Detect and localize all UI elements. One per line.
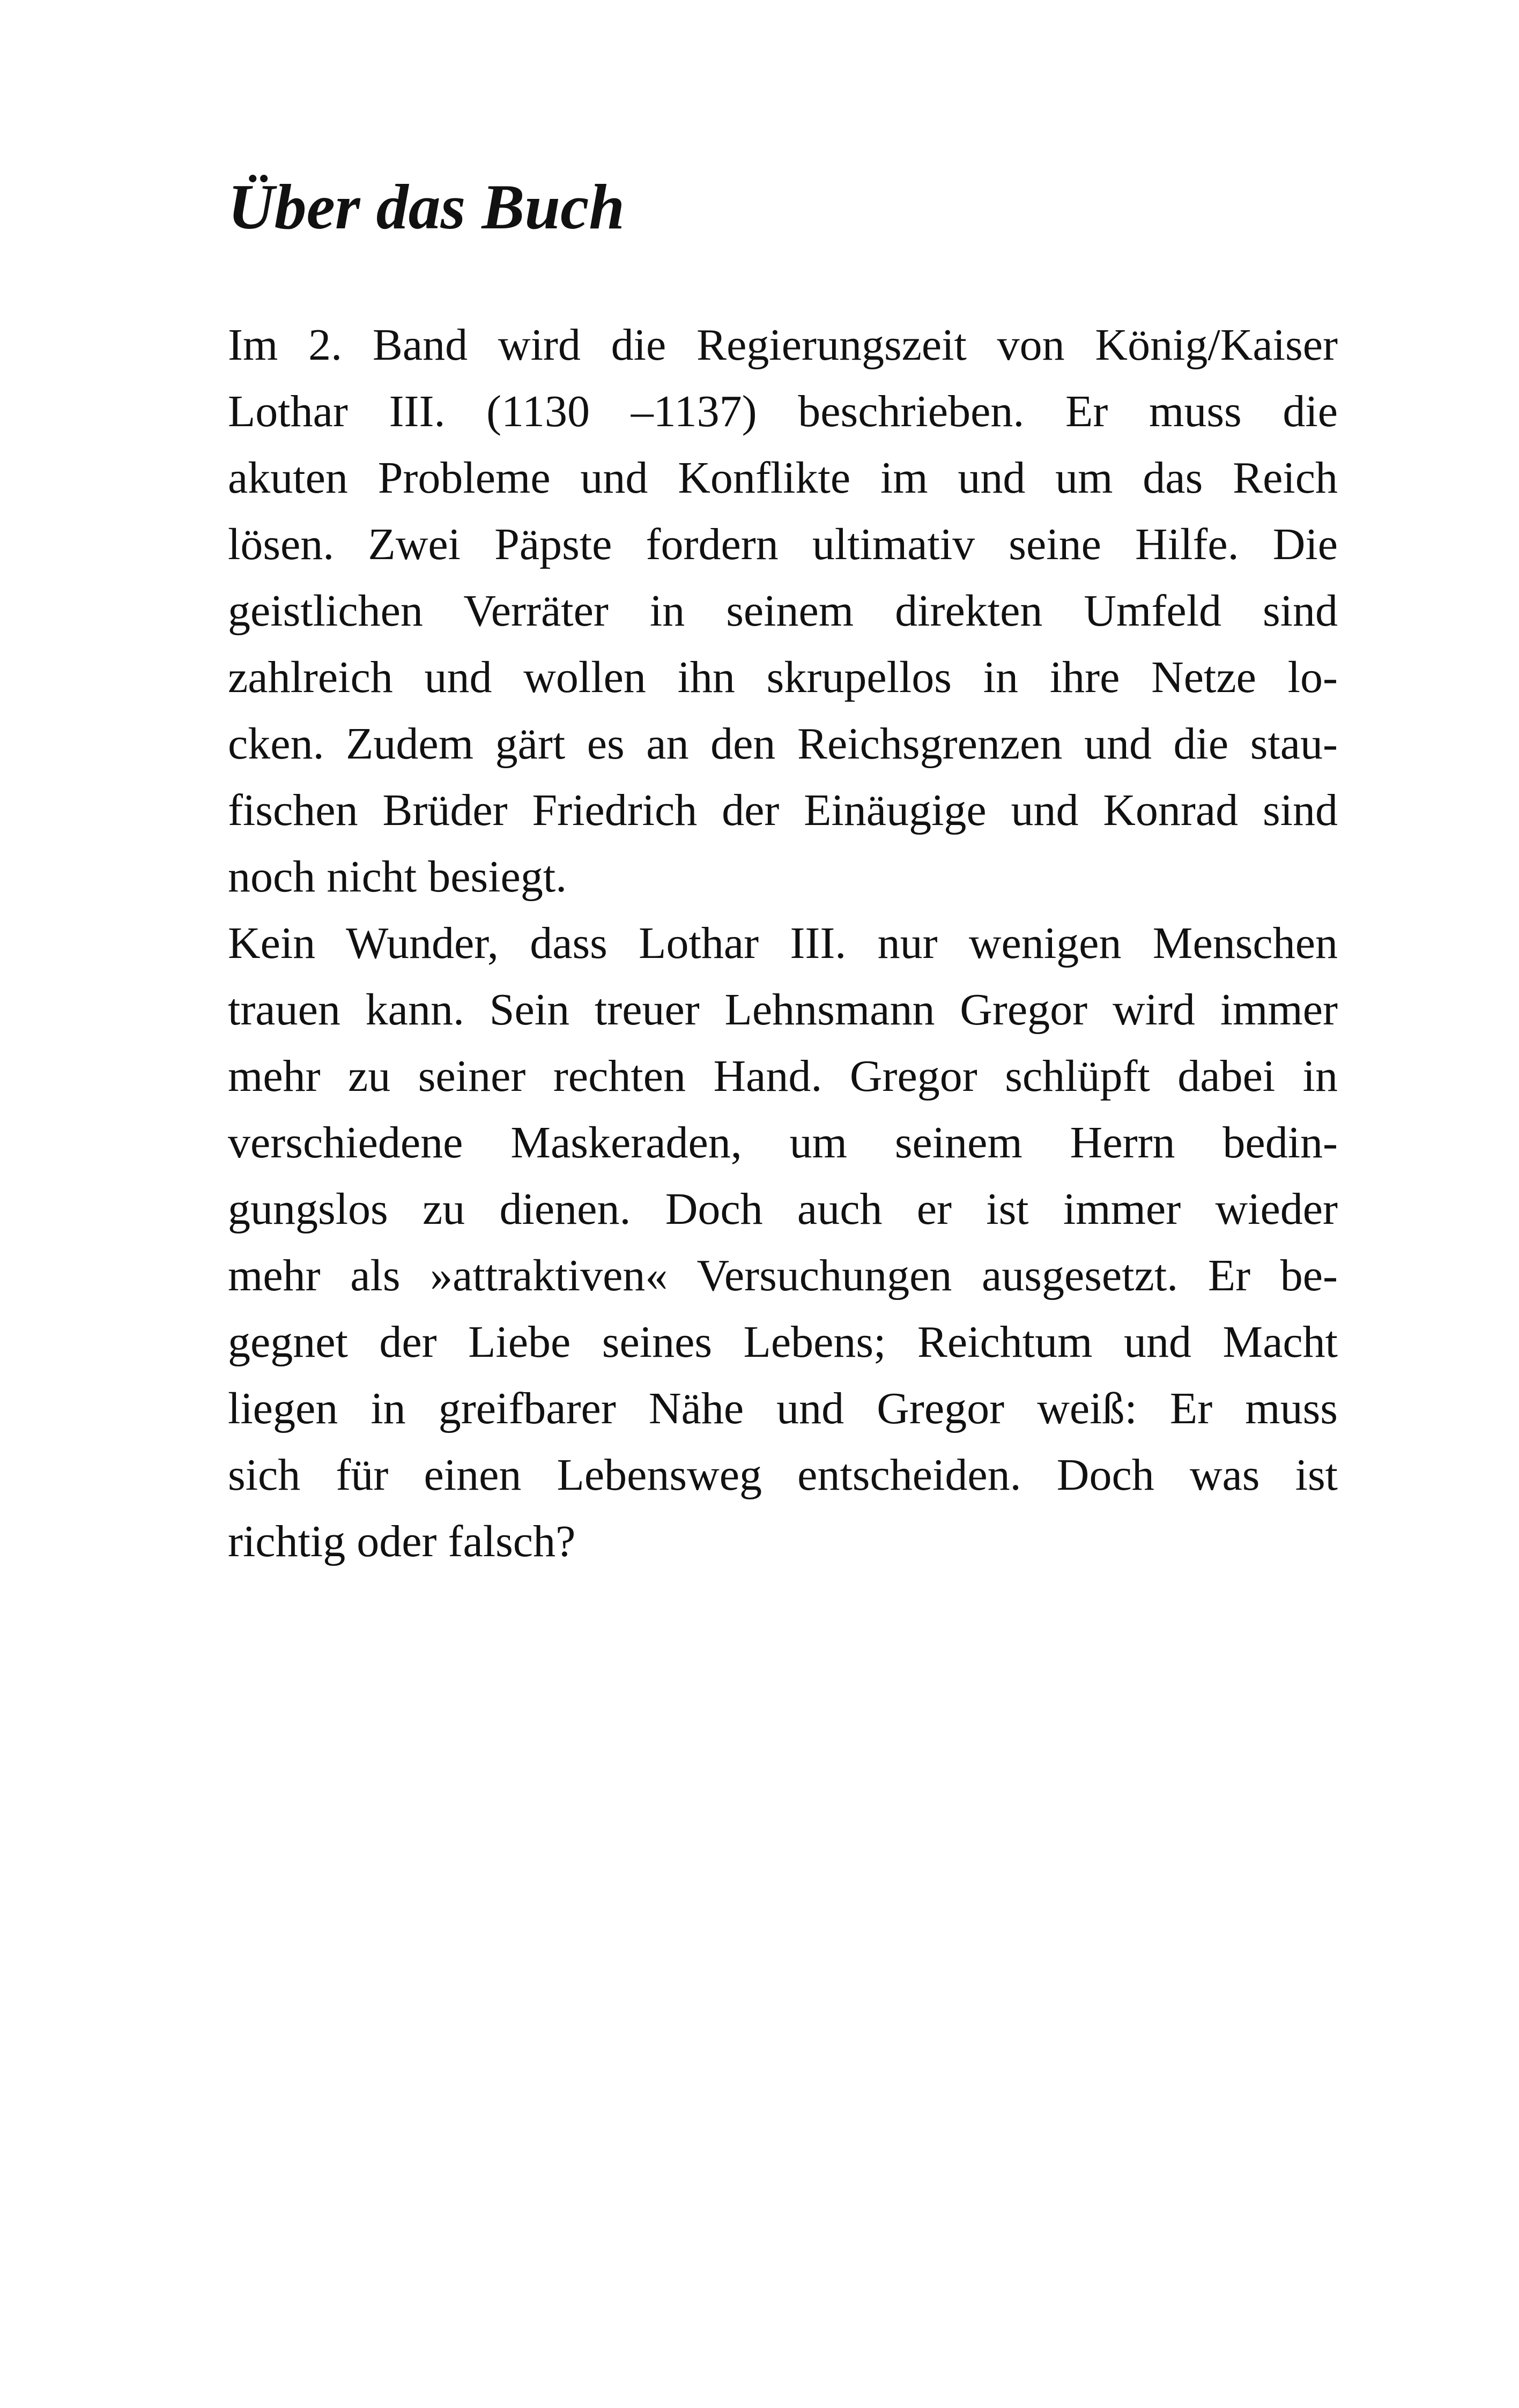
text-line: Im 2. Band wird die Regierungszeit von König/Kaiser (228, 320, 1338, 370)
blurb-text (228, 312, 1338, 1575)
text-line: lösen. Zwei Päpste fordern ultimativ seine Hilfe. Die (228, 519, 1338, 569)
text-line: akuten Probleme und Konflikte im und um das Reich (228, 453, 1338, 503)
text-line: sich für einen Lebensweg entscheiden. Doch was ist (228, 1450, 1338, 1500)
text-line: mehr als »attraktiven« Versuchungen ausgesetzt. Er be- (228, 1251, 1338, 1300)
page-title: Über das Buch (228, 171, 625, 242)
text-line: mehr zu seiner rechten Hand. Gregor schlüpft dabei in (228, 1051, 1338, 1101)
text-line: zahlreich und wollen ihn skrupellos in ihre Netze lo- (228, 652, 1338, 702)
text-line: verschiedene Maskeraden, um seinem Herrn bedin- (228, 1118, 1338, 1168)
text-line: cken. Zudem gärt es an den Reichsgrenzen und die stau- (228, 719, 1338, 769)
text-line: geistlichen Verräter in seinem direkten Umfeld sind (228, 586, 1338, 636)
text-line: trauen kann. Sein treuer Lehnsmann Gregor wird immer (228, 985, 1338, 1035)
text-line: Kein Wunder, dass Lothar III. nur wenigen Menschen (228, 918, 1338, 968)
text-line: gegnet der Liebe seines Lebens; Reichtum und Macht (228, 1317, 1338, 1367)
text-line: noch nicht besiegt. (228, 852, 567, 902)
text-line: liegen in greifbarer Nähe und Gregor weiß: Er muss (228, 1384, 1338, 1433)
text-line: gungslos zu dienen. Doch auch er ist immer wieder (228, 1184, 1338, 1234)
text-line: fischen Brüder Friedrich der Einäugige und Konrad sind (228, 785, 1338, 835)
text-line: Lothar III. (1130 –1137) beschrieben. Er muss die (228, 387, 1338, 436)
text-line: richtig oder falsch? (228, 1517, 576, 1566)
